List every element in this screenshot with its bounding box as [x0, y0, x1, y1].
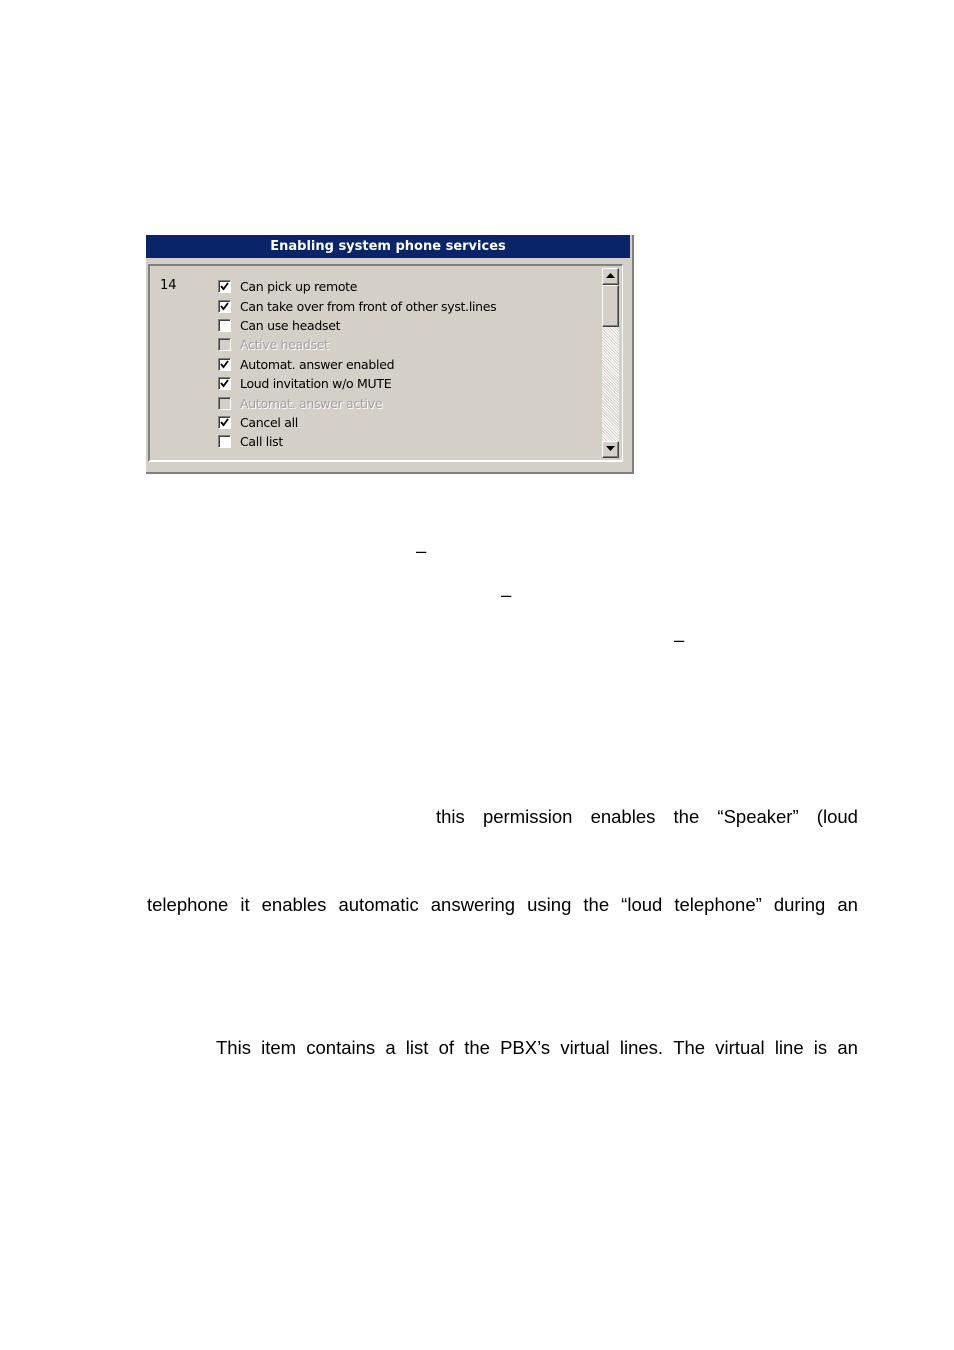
- dash-2: –: [501, 584, 512, 605]
- checkbox-checked[interactable]: [218, 300, 231, 313]
- checkbox-unchecked[interactable]: [218, 435, 231, 448]
- paragraph-line-speaker: [436, 806, 858, 828]
- word: answering: [430, 894, 516, 915]
- services-options-list: [218, 277, 496, 452]
- word: this: [436, 806, 465, 827]
- word: PBX’s: [500, 1037, 551, 1058]
- service-option-label: Cancel all: [240, 414, 298, 430]
- service-option[interactable]: [218, 374, 496, 393]
- service-option[interactable]: [218, 277, 496, 296]
- checkmark-icon: [220, 379, 229, 388]
- word: permission: [482, 806, 573, 827]
- checkmark-icon: [220, 282, 229, 291]
- word: enables: [261, 894, 327, 915]
- scroll-up-button[interactable]: [602, 268, 619, 285]
- word: during: [773, 894, 826, 915]
- word: virtual: [560, 1037, 610, 1058]
- service-option-label: Loud invitation w/o MUTE: [240, 376, 392, 392]
- service-option-label: Active headset: [240, 337, 329, 353]
- word: an: [837, 1037, 858, 1058]
- word: is: [813, 1037, 828, 1058]
- service-option-label: Can pick up remote: [240, 279, 358, 295]
- service-option-label: Call list: [240, 434, 283, 450]
- word: telephone: [147, 894, 229, 915]
- word: a: [385, 1037, 396, 1058]
- service-option[interactable]: [218, 316, 496, 335]
- word: the: [673, 806, 700, 827]
- word: the: [583, 894, 610, 915]
- dash-3: –: [674, 629, 685, 650]
- paragraph-line-virtual-lines: [216, 1037, 858, 1059]
- checkbox-unchecked: [218, 397, 231, 410]
- service-option[interactable]: [218, 432, 496, 451]
- dash-1: –: [416, 540, 427, 561]
- scroll-thumb[interactable]: [602, 285, 619, 327]
- checkbox-checked[interactable]: [218, 280, 231, 293]
- word: an: [837, 894, 858, 915]
- arrow-down-icon: [606, 446, 615, 452]
- scroll-down-button[interactable]: [602, 441, 619, 458]
- word: (loud: [816, 806, 858, 827]
- service-option[interactable]: [218, 296, 496, 315]
- word: of: [438, 1037, 455, 1058]
- word: enables: [590, 806, 656, 827]
- word: list: [405, 1037, 429, 1058]
- word: using: [527, 894, 572, 915]
- services-list-box: [148, 264, 623, 462]
- word: This: [216, 1037, 251, 1058]
- service-option: [218, 335, 496, 354]
- word: automatic: [338, 894, 419, 915]
- panel-title: Enabling system phone services: [146, 235, 630, 258]
- word: line: [774, 1037, 804, 1058]
- vertical-scrollbar[interactable]: [602, 268, 619, 458]
- checkmark-icon: [220, 418, 229, 427]
- checkmark-icon: [220, 360, 229, 369]
- word: the: [464, 1037, 490, 1058]
- word: The: [673, 1037, 706, 1058]
- service-option[interactable]: [218, 355, 496, 374]
- service-option-label: Can take over from front of other syst.lines: [240, 298, 497, 314]
- service-option-label: Automat. answer enabled: [240, 356, 395, 372]
- word: lines.: [619, 1037, 664, 1058]
- checkbox-checked[interactable]: [218, 377, 231, 390]
- checkbox-checked[interactable]: [218, 358, 231, 371]
- service-option[interactable]: [218, 413, 496, 432]
- row-number: 14: [160, 278, 177, 293]
- checkmark-icon: [220, 302, 229, 311]
- paragraph-line-loud-telephone: [147, 894, 858, 916]
- word: “loud: [621, 894, 663, 915]
- checkbox-unchecked: [218, 338, 231, 351]
- arrow-up-icon: [606, 273, 615, 279]
- checkbox-checked[interactable]: [218, 416, 231, 429]
- word: “Speaker”: [717, 806, 799, 827]
- service-option: [218, 393, 496, 412]
- word: it: [240, 894, 250, 915]
- word: virtual: [715, 1037, 765, 1058]
- checkbox-unchecked[interactable]: [218, 319, 231, 332]
- service-option-label: Can use headset: [240, 317, 341, 333]
- word: item: [261, 1037, 297, 1058]
- service-option-label: Automat. answer active: [240, 395, 383, 411]
- word: telephone”: [674, 894, 762, 915]
- system-phone-services-panel: [146, 235, 634, 474]
- word: contains: [306, 1037, 376, 1058]
